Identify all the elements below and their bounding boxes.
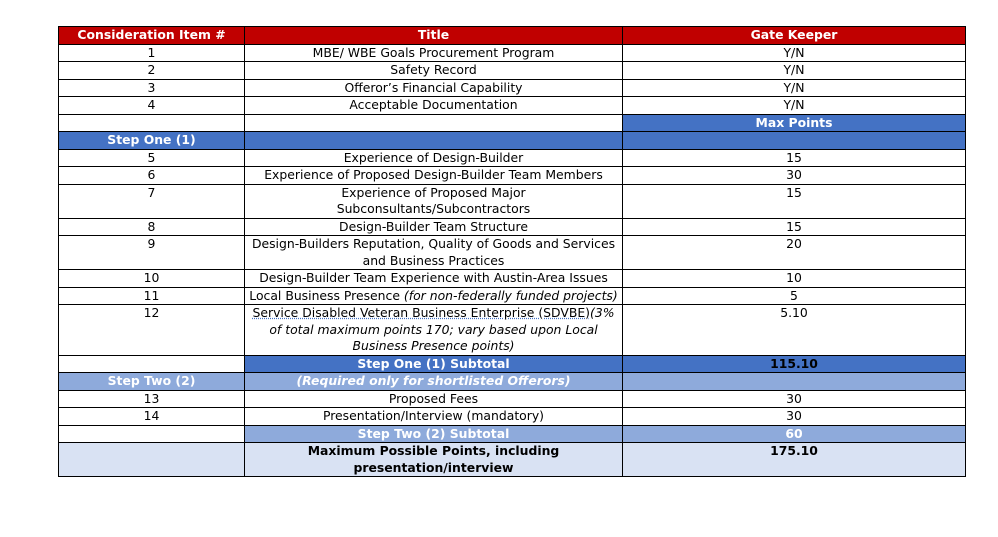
item-number: 8 [59, 218, 245, 236]
gate-value: Y/N [623, 44, 966, 62]
header-item: Consideration Item # [59, 27, 245, 45]
step-one-header-row [59, 132, 966, 150]
header-row [59, 27, 966, 45]
item-number: 5 [59, 149, 245, 167]
item-number: 6 [59, 167, 245, 185]
max-points-header: Max Points [623, 114, 966, 132]
item-title-note: (for non-federally funded projects) [403, 287, 618, 303]
item-number: 3 [59, 79, 245, 97]
item-title: Safety Record [245, 62, 623, 80]
header-title: Title [245, 27, 623, 45]
step-two-label: Step Two (2) [59, 373, 245, 391]
empty-cell [623, 373, 966, 391]
item-points: 30 [623, 390, 966, 408]
step-one-subtotal-value: 115.10 [623, 355, 966, 373]
item-number: 14 [59, 408, 245, 426]
step-two-header-row [59, 373, 966, 391]
table-row [59, 79, 966, 97]
item-title: Experience of Design-Builder [245, 149, 623, 167]
item-title: Design-Builder Team Experience with Austin-Area Issues [245, 270, 623, 288]
table-row [59, 390, 966, 408]
table-row [59, 218, 966, 236]
item-title-text: Service Disabled Veteran Business Enterprise (SDVBE) [252, 305, 590, 320]
table-row [59, 149, 966, 167]
item-title [245, 305, 623, 356]
max-points-row [59, 114, 966, 132]
gate-value: Y/N [623, 97, 966, 115]
table-row [59, 270, 966, 288]
item-title-text: Local Business Presence [249, 287, 404, 303]
item-points: 15 [623, 184, 966, 218]
empty-cell [59, 355, 245, 373]
step-one-label: Step One (1) [59, 132, 245, 150]
item-title [245, 287, 623, 305]
item-number: 10 [59, 270, 245, 288]
item-title: Design-Builders Reputation, Quality of Goods and Services and Business Practices [245, 236, 623, 270]
item-title: Presentation/Interview (mandatory) [245, 408, 623, 426]
item-title: Offeror’s Financial Capability [245, 79, 623, 97]
table-row [59, 167, 966, 185]
step-two-subtotal-label: Step Two (2) Subtotal [245, 425, 623, 443]
item-number: 11 [59, 287, 245, 305]
gate-value: Y/N [623, 79, 966, 97]
empty-cell [245, 132, 623, 150]
table-row [59, 184, 966, 218]
empty-cell [59, 443, 245, 477]
item-points: 5.10 [623, 305, 966, 356]
table-row [59, 305, 966, 356]
item-number: 7 [59, 184, 245, 218]
table-row [59, 62, 966, 80]
item-number: 12 [59, 305, 245, 356]
item-points: 5 [623, 287, 966, 305]
table-row [59, 236, 966, 270]
empty-cell [59, 114, 245, 132]
empty-cell [623, 132, 966, 150]
step-one-subtotal-label: Step One (1) Subtotal [245, 355, 623, 373]
item-title: MBE/ WBE Goals Procurement Program [245, 44, 623, 62]
table-row [59, 287, 966, 305]
item-points: 10 [623, 270, 966, 288]
item-title: Acceptable Documentation [245, 97, 623, 115]
item-number: 4 [59, 97, 245, 115]
total-label: Maximum Possible Points, including presentation/interview [245, 443, 623, 477]
item-points: 30 [623, 408, 966, 426]
header-gate-keeper: Gate Keeper [623, 27, 966, 45]
table-row [59, 44, 966, 62]
item-number: 1 [59, 44, 245, 62]
item-points: 15 [623, 149, 966, 167]
item-title: Design-Builder Team Structure [245, 218, 623, 236]
item-title: Experience of Proposed Design-Builder Team Members [245, 167, 623, 185]
item-number: 9 [59, 236, 245, 270]
step-two-subtotal-value: 60 [623, 425, 966, 443]
item-title: Proposed Fees [245, 390, 623, 408]
total-row [59, 443, 966, 477]
empty-cell [245, 114, 623, 132]
step-one-subtotal-row [59, 355, 966, 373]
table-row [59, 97, 966, 115]
gate-value: Y/N [623, 62, 966, 80]
item-number: 2 [59, 62, 245, 80]
item-points: 30 [623, 167, 966, 185]
total-value: 175.10 [623, 443, 966, 477]
step-two-note: (Required only for shortlisted Offerors) [245, 373, 623, 391]
item-points: 20 [623, 236, 966, 270]
table-row [59, 408, 966, 426]
item-title: Experience of Proposed Major Subconsultants/Subcontractors [245, 184, 623, 218]
item-points: 15 [623, 218, 966, 236]
item-number: 13 [59, 390, 245, 408]
item-title-note: (3% of total maximum points 170; vary based upon Local Business Presence points) [269, 305, 615, 353]
empty-cell [59, 425, 245, 443]
step-two-subtotal-row [59, 425, 966, 443]
scoring-table [58, 26, 966, 477]
